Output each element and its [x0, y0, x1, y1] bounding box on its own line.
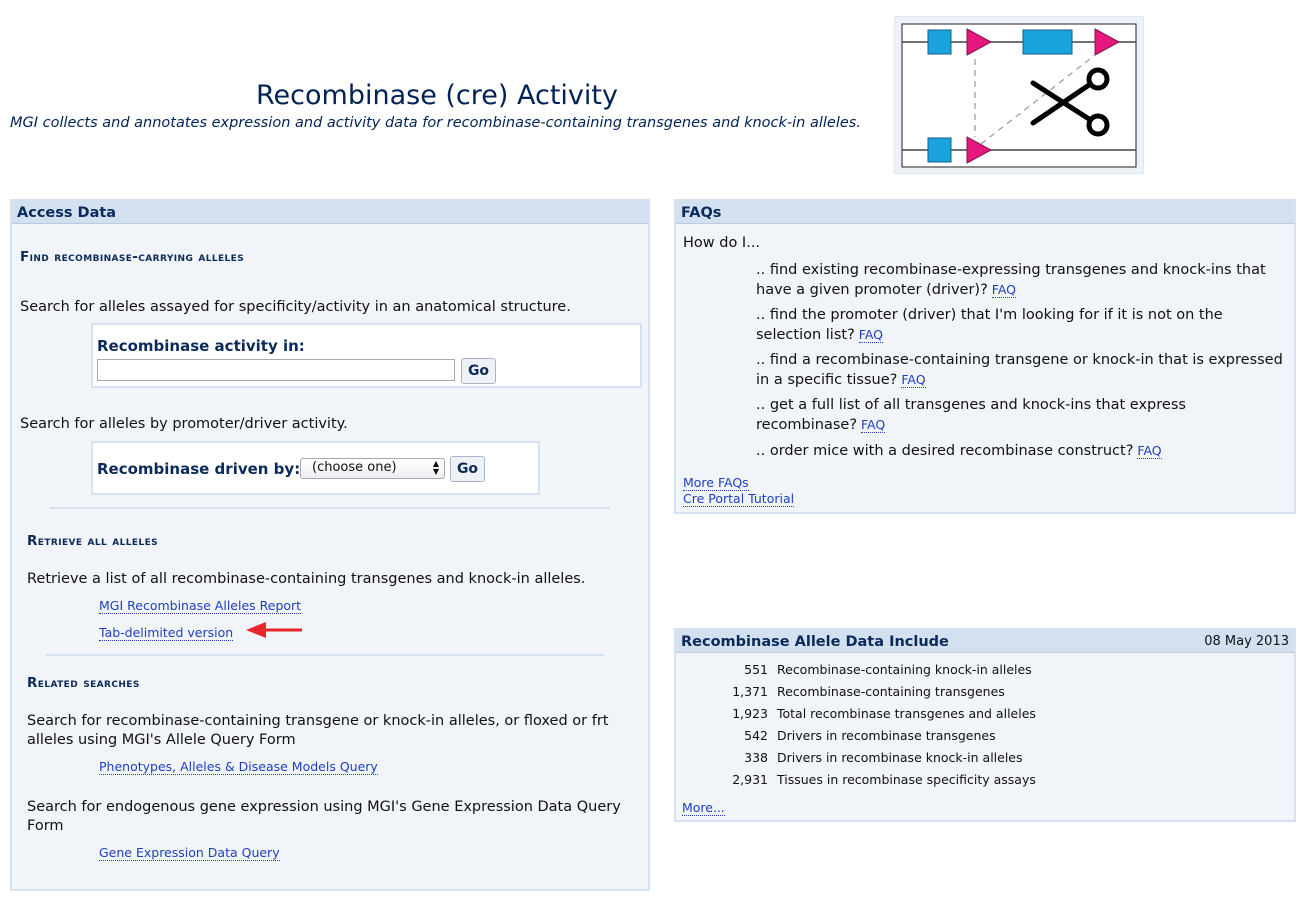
stat-row — [676, 662, 1296, 684]
more-stats-link[interactable]: More... — [682, 800, 725, 815]
stat-label: Total recombinase transgenes and alleles — [777, 706, 1036, 721]
allele-stats-header — [676, 630, 1294, 653]
stat-row — [676, 706, 1296, 728]
activity-label: Recombinase activity in: — [97, 337, 305, 355]
driver-search-form — [91, 441, 540, 495]
related-description-1: Search for recombinase-containing transgene or knock-in alleles, or floxed or frt alleles using MGI's Allele Query Form — [27, 713, 609, 748]
related-searches-heading: Related searches — [27, 675, 140, 691]
faq-link[interactable]: FAQ — [991, 282, 1016, 297]
anatomy-search-description: Search for alleles assayed for specificity/activity in an anatomical structure. — [20, 299, 571, 315]
stat-label: Drivers in recombinase transgenes — [777, 728, 996, 743]
faqs-intro: How do I... — [683, 235, 761, 251]
retrieve-alleles-heading: Retrieve all alleles — [27, 533, 159, 549]
section-divider — [50, 507, 610, 509]
recombinase-scissors-diagram-icon — [894, 16, 1144, 174]
stat-count: 338 — [744, 750, 768, 765]
find-alleles-heading: Find recombinase-carrying alleles — [20, 249, 245, 265]
select-arrows-icon: ▲ ▼ — [432, 459, 439, 476]
stat-row — [676, 750, 1296, 772]
faqs-header — [676, 201, 1294, 224]
faqs-title: FAQs — [681, 205, 722, 221]
faq-question: .. find a recombinase-containing transgene or knock-in that is expressed in a specific tissue? — [756, 352, 1283, 388]
faq-item — [756, 441, 1291, 461]
tab-delimited-link[interactable]: Tab-delimited version — [99, 625, 234, 640]
faq-item — [756, 396, 1291, 435]
faq-question: .. find existing recombinase-expressing transgenes and knock-ins that have a given promoter (driver)? — [756, 262, 1266, 298]
driver-search-description: Search for alleles by promoter/driver activity. — [20, 416, 348, 432]
related-description-2: Search for endogenous gene expression using MGI's Gene Expression Data Query Form — [27, 799, 621, 834]
allele-stats-title: Recombinase Allele Data Include — [681, 634, 949, 650]
allele-stats-panel — [674, 628, 1296, 822]
gene-expression-query-link[interactable]: Gene Expression Data Query — [99, 845, 280, 860]
faq-question: .. order mice with a desired recombinase construct? — [756, 443, 1134, 459]
phenotypes-alleles-query-link[interactable]: Phenotypes, Alleles & Disease Models Query — [99, 759, 378, 774]
access-data-header — [12, 201, 648, 224]
faq-item — [756, 261, 1291, 300]
faq-item — [756, 351, 1291, 390]
access-data-panel — [10, 199, 650, 891]
more-faqs-link[interactable]: More FAQs — [683, 475, 749, 490]
section-divider — [46, 654, 604, 656]
stats-date: 08 May 2013 — [1204, 634, 1289, 649]
page-title: Recombinase (cre) Activity — [256, 80, 618, 111]
cre-tutorial-link[interactable]: Cre Portal Tutorial — [683, 491, 795, 506]
page-subtitle: MGI collects and annotates expression and activity data for recombinase-containing transgenes and knock-in alleles. — [10, 115, 861, 131]
stat-label: Drivers in recombinase knock-in alleles — [777, 750, 1023, 765]
stat-row — [676, 684, 1296, 706]
alleles-report-link[interactable]: MGI Recombinase Alleles Report — [99, 598, 302, 613]
stat-count: 542 — [744, 728, 768, 743]
stat-row — [676, 728, 1296, 750]
red-arrow-icon — [244, 621, 304, 643]
activity-go-button[interactable]: Go — [461, 358, 496, 384]
faqs-panel — [674, 199, 1296, 514]
stat-count: 1,371 — [732, 684, 768, 699]
retrieve-description: Retrieve a list of all recombinase-containing transgenes and knock-in alleles. — [27, 571, 586, 587]
driver-select-value: (choose one) — [312, 460, 397, 475]
stat-row — [676, 772, 1296, 794]
faq-question: .. find the promoter (driver) that I'm looking for if it is not on the selection list? — [756, 307, 1223, 343]
driven-by-label: Recombinase driven by: — [97, 460, 301, 478]
faq-question: .. get a full list of all transgenes and knock-ins that express recombinase? — [756, 397, 1186, 433]
stat-label: Recombinase-containing knock-in alleles — [777, 662, 1032, 677]
faq-link[interactable]: FAQ — [858, 327, 883, 342]
activity-input[interactable] — [97, 359, 455, 381]
stat-count: 1,923 — [732, 706, 768, 721]
driver-select[interactable] — [300, 458, 445, 479]
faq-link[interactable]: FAQ — [901, 372, 926, 387]
stat-label: Tissues in recombinase specificity assays — [777, 772, 1036, 787]
faq-item — [756, 306, 1291, 345]
faq-link[interactable]: FAQ — [1137, 443, 1162, 458]
driver-go-button[interactable]: Go — [450, 456, 485, 482]
stat-count: 551 — [744, 662, 768, 677]
stat-count: 2,931 — [732, 772, 768, 787]
activity-search-form — [91, 323, 642, 388]
access-data-title: Access Data — [17, 205, 117, 221]
faq-link[interactable]: FAQ — [861, 417, 886, 432]
stat-label: Recombinase-containing transgenes — [777, 684, 1005, 699]
